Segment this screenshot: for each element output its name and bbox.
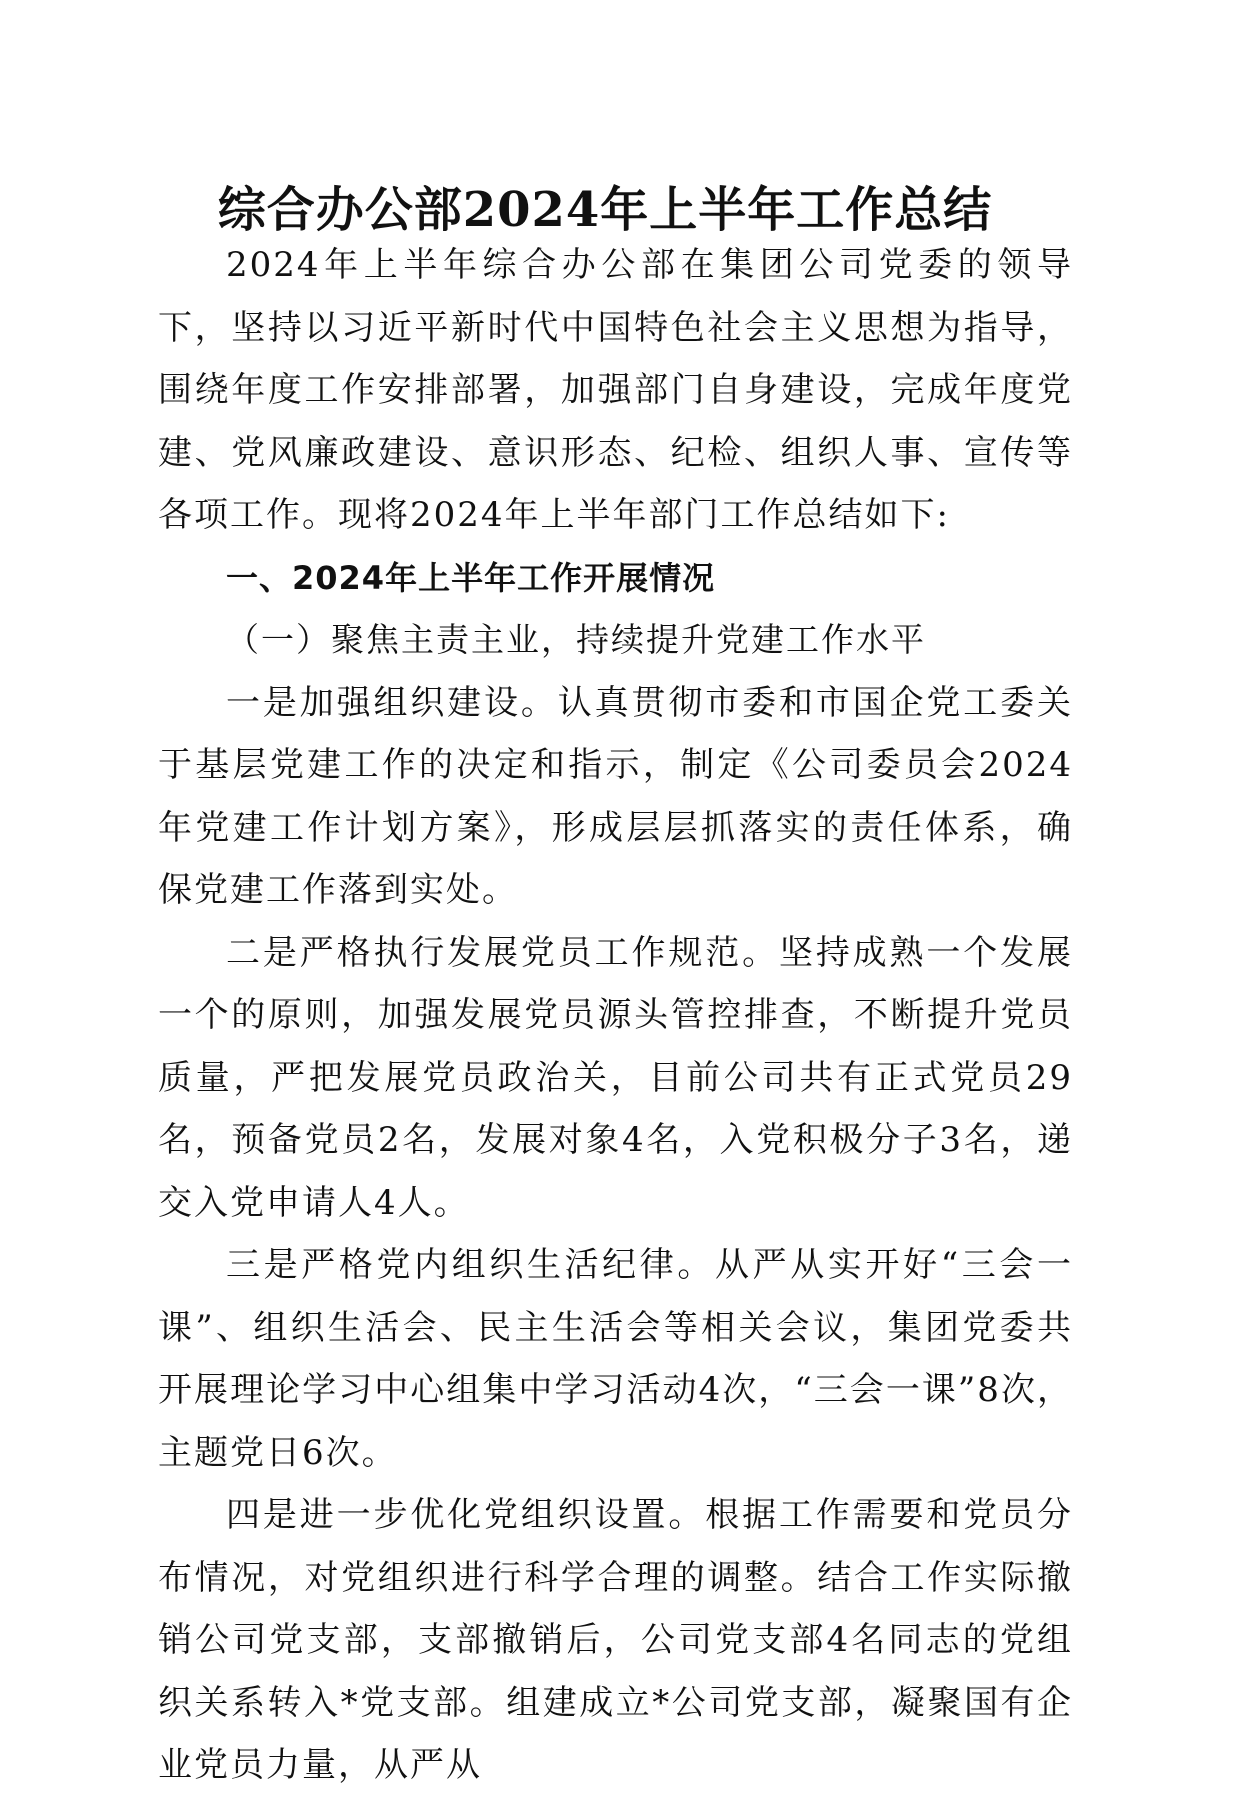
body-paragraph: 四是进一步优化党组织设置。根据工作需要和党员分布情况，对党组织进行科学合理的调整。结合工作实际撤销公司党支部，支部撤销后，公司党支部4名同志的党组织关系转入*党支部。组建成立*公司党支部，凝聚国有企业党员力量，从严从 — [158, 1495, 1073, 1785]
section-heading: 一、2024年上半年工作开展情况 — [226, 558, 716, 597]
body-paragraph: 二是严格执行发展党员工作规范。坚持成熟一个发展一个的原则，加强发展党员源头管控排查，不断提升党员质量，严把发展党员政治关，目前公司共有正式党员29名，预备党员2名，发展对象4名，入党积极分子3名，递交入党申请人4人。 — [158, 932, 1073, 1223]
intro-paragraph: 2024年上半年综合办公部在集团公司党委的领导下，坚持以习近平新时代中国特色社会主义思想为指导，围绕年度工作安排部署，加强部门自身建设，完成年度党建、党风廉政建设、意识形态、纪检、组织人事、宣传等各项工作。现将2024年上半年部门工作总结如下: — [158, 245, 1073, 535]
subsection-heading: （一）聚焦主责主业，持续提升党建工作水平 — [226, 620, 926, 659]
body-paragraph: 一是加强组织建设。认真贯彻市委和市国企党工委关于基层党建工作的决定和指示，制定《公司委员会2024年党建工作计划方案》，形成层层抓落实的责任体系，确保党建工作落到实处。 — [158, 682, 1073, 910]
body-paragraph: 三是严格党内组织生活纪律。从严从实开好“三会一课”、组织生活会、民主生活会等相关会议，集团党委共开展理论学习中心组集中学习活动4次，“三会一课”8次，主题党日6次。 — [158, 1245, 1073, 1473]
document-body — [158, 234, 1073, 1797]
document-title: 综合办公部2024年上半年工作总结 — [217, 182, 993, 238]
